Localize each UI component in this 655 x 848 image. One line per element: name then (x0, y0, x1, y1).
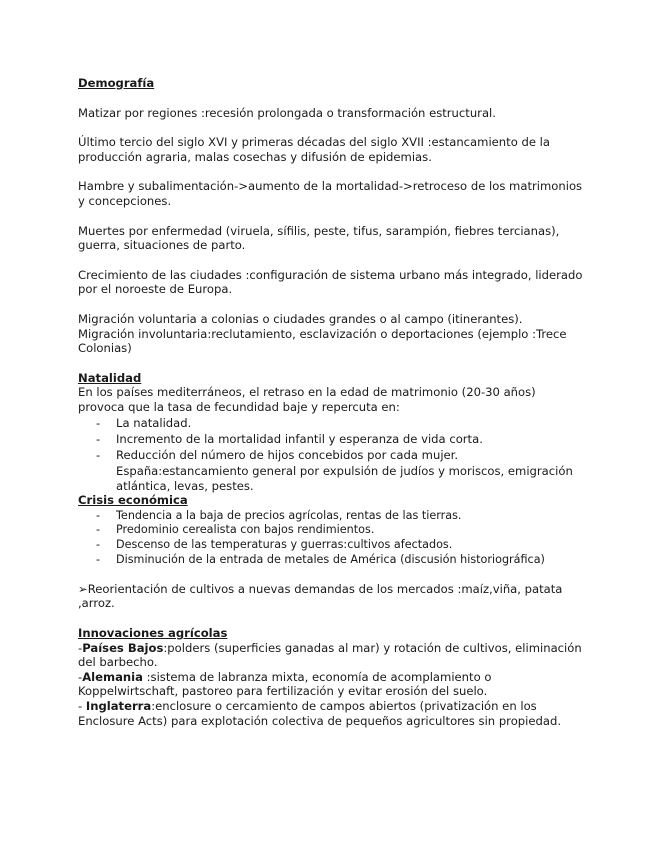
item-text: :sistema de labranza mixta, economía de acomplamiento o Koppelwirtschaft, pastoreo para fertilización y evitar erosión del suelo. (78, 669, 492, 699)
paragraph: Migración voluntaria a colonias o ciudades grandes o al campo (itinerantes). (78, 311, 523, 326)
paragraph: En los países mediterráneos, el retraso en la edad de matrimonio (20-30 años) provoca que la tasa de fecundidad baje y repercuta en: (78, 385, 536, 414)
list-item: - Reducción del número de hijos concebidos por cada mujer. (78, 448, 583, 463)
innovacion-item (78, 670, 583, 699)
list-item: - La natalidad. (78, 416, 583, 431)
country-label: Inglaterra (85, 699, 152, 714)
arrow-text: Reorientación de cultivos a nuevas demandas de los mercados :maíz,viña, patata ,arroz. (78, 581, 563, 611)
espana-note: España:estancamiento general por expulsión de judíos y moriscos, emigración atlántica, levas, pestes. (116, 464, 573, 493)
country-label: Países Bajos (82, 640, 164, 655)
section-heading-crisis: Crisis económica (78, 493, 188, 508)
paragraph: Hambre y subalimentación->aumento de la mortalidad->retroceso de los matrimonios y concepciones. (78, 179, 583, 208)
paragraph: Migración involuntaria:reclutamiento, esclavización o deportaciones (ejemplo :Trece Colonias) (78, 326, 567, 356)
paragraph: Muertes por enfermedad (viruela, sífilis, peste, tifus, sarampión, fiebres tercianas), guerra, situaciones de parto. (78, 223, 560, 253)
crisis-list (78, 509, 583, 567)
arrow-bullet-icon: ➢ (78, 581, 88, 596)
section-heading-natalidad: Natalidad (78, 370, 142, 385)
document-body (78, 76, 583, 728)
section-heading-innovaciones: Innovaciones agrícolas (78, 626, 228, 641)
list-item: - Descenso de las temperaturas y guerras:cultivos afectados. (78, 538, 583, 552)
innovacion-item (78, 641, 583, 670)
list-item: - Tendencia a la baja de precios agrícolas, rentas de las tierras. (78, 509, 583, 523)
item-text: :enclosure o cercamiento de campos abiertos (privatización en los Enclosure Acts) para explotación colectiva de pequeños agricultores sin propiedad. (78, 699, 562, 728)
item-text: :polders (superficies ganadas al mar) y rotación de cultivos, eliminación del barbecho. (78, 640, 582, 670)
item-prefix: - (78, 640, 83, 655)
list-item: - Disminución de la entrada de metales de América (discusión historiográfica) (78, 553, 583, 567)
item-prefix: - (78, 669, 83, 684)
country-label: Alemania (82, 669, 143, 684)
arrow-paragraph (78, 582, 583, 611)
item-prefix: - (78, 699, 86, 714)
paragraph: Matizar por regiones :recesión prolongada o transformación estructural. (78, 105, 496, 120)
paragraph: Crecimiento de las ciudades :configuración de sistema urbano más integrado, liderado por el noroeste de Europa. (78, 267, 583, 297)
innovacion-item (78, 699, 583, 728)
natalidad-list (78, 416, 583, 463)
paragraph: Último tercio del siglo XVI y primeras décadas del siglo XVII :estancamiento de la producción agraria, malas cosechas y difusión de epidemias. (78, 135, 550, 164)
section-heading-demografia: Demografía (78, 76, 155, 90)
list-item: - Predominio cerealista con bajos rendimientos. (78, 523, 583, 537)
list-item: - Incremento de la mortalidad infantil y esperanza de vida corta. (78, 432, 583, 447)
